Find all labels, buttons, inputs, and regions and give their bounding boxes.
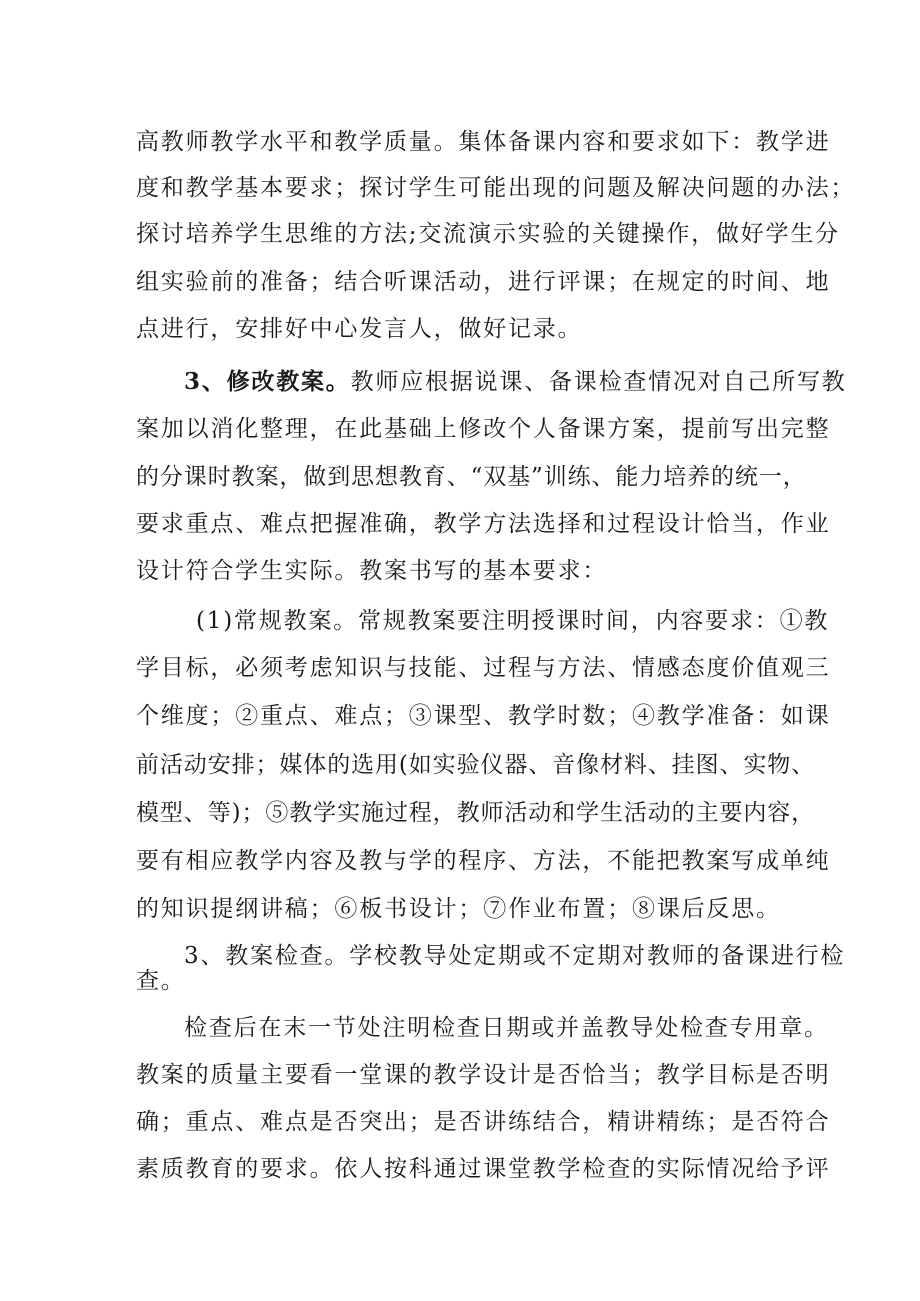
section-3-text: 教师应根据说课、备课检查情况对自己所写教 [350,369,847,395]
paragraph-line: 学目标，必须考虑知识与技能、过程与方法、情感态度价值观三 [136,655,831,681]
paragraph-line: 度和教学基本要求；探讨学生可能出现的问题及解决问题的办法； [136,175,856,201]
paragraph-line: 个维度；②重点、难点；③课型、教学时数；④教学准备：如课 [136,703,831,729]
paragraph-line: 案加以消化整理，在此基础上修改个人备课方案，提前写出完整 [136,416,831,442]
paragraph-line: 教案的质量主要看一堂课的教学设计是否恰当；教学目标是否明 [136,1062,831,1088]
final-first-line: 检查后在末一节处注明检查日期或并盖教导处检查专用章。 [184,1015,829,1041]
paragraph-line: 要求重点、难点把握准确，教学方法选择和过程设计恰当，作业 [136,511,831,537]
paragraph-line: 探讨培养学生思维的方法;交流演示实验的关键操作，做好学生分 [136,221,840,247]
paragraph-line: 高教师教学水平和教学质量。集体备课内容和要求如下：教学进 [136,129,831,155]
paragraph-line: 点进行，安排好中心发言人，做好记录。 [136,316,583,342]
paragraph-line: 素质教育的要求。依人按科通过课堂教学检查的实际情况给予评 [136,1156,831,1182]
section-3-first-line [184,367,847,397]
paragraph-line: 的知识提纲讲稿；⑥板书设计；⑦作业布置；⑧课后反思。 [136,896,781,922]
paragraph-line: 的分课时教案，做到思想教育、“双基”训练、能力培养的统一， [136,464,807,490]
paragraph-line: 前活动安排；媒体的选用(如实验仪器、音像材料、挂图、实物、 [136,752,816,778]
section-3-heading: 3、修改教案。 [184,368,351,395]
item-1-first-line: (1)常规教案。常规教案要注明授课时间，内容要求：①教 [196,608,830,634]
paragraph-line: 要有相应教学内容及教与学的程序、方法，不能把教案写成单纯 [136,848,831,874]
check-second-line: 查。 [136,968,186,994]
paragraph-line: 设计符合学生实际。教案书写的基本要求： [136,558,608,584]
check-first-line: 3、教案检查。学校教导处定期或不定期对教师的备课进行检 [184,943,846,969]
paragraph-line: 模型、等)；⑤教学实施过程，教师活动和学生活动的主要内容， [136,800,816,826]
paragraph-line: 组实验前的准备；结合听课活动，进行评课；在规定的时间、地 [136,269,831,295]
paragraph-line: 确；重点、难点是否突出；是否讲练结合，精讲精练；是否符合 [136,1109,831,1135]
